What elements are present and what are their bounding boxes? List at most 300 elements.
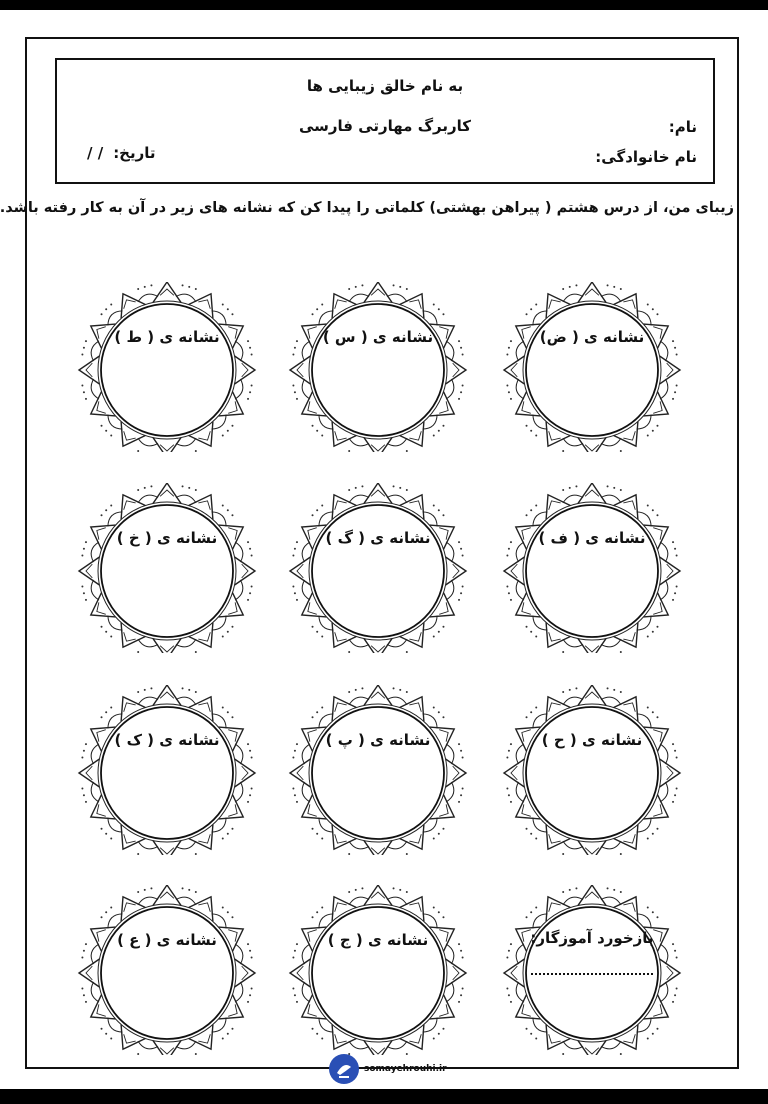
sun-dot bbox=[442, 514, 444, 516]
sun-ray-inner bbox=[124, 834, 136, 843]
sun-ray bbox=[153, 885, 181, 905]
sun-dot bbox=[81, 385, 83, 387]
sun-dot bbox=[144, 286, 146, 288]
sun-dot bbox=[508, 592, 510, 594]
sun-dot bbox=[460, 950, 462, 952]
sun-ray bbox=[578, 282, 606, 302]
sun-dot bbox=[231, 828, 233, 830]
sun-ray bbox=[235, 356, 255, 384]
sun-dot bbox=[530, 911, 532, 913]
sun-ray-inner bbox=[124, 1034, 136, 1043]
sun-dot bbox=[462, 788, 464, 790]
sun-dot bbox=[508, 391, 510, 393]
sun-dot bbox=[433, 434, 435, 436]
sun-dot bbox=[506, 554, 508, 556]
sun-dot bbox=[361, 887, 363, 889]
sun-ray-inner bbox=[549, 834, 561, 843]
sun-dot bbox=[535, 505, 537, 507]
feedback-dotted-line bbox=[531, 973, 653, 975]
sun-dot bbox=[442, 916, 444, 918]
sun-dot bbox=[227, 631, 229, 633]
sun-ray bbox=[153, 841, 181, 855]
footer-website: somayehrouhi.ir bbox=[364, 1064, 447, 1074]
sun-dot bbox=[227, 509, 229, 511]
sun-dot bbox=[195, 1053, 197, 1055]
sun-dot bbox=[105, 308, 107, 310]
family-name-label: نام خانوادگی: bbox=[595, 148, 697, 166]
sun-ray bbox=[660, 959, 680, 987]
sun-dot bbox=[321, 635, 323, 637]
sun-dot bbox=[222, 837, 224, 839]
sun-dot bbox=[676, 988, 678, 990]
sun-dot bbox=[348, 288, 350, 290]
sun-dot bbox=[656, 716, 658, 718]
sun-dot bbox=[510, 801, 512, 803]
sun-dot bbox=[613, 487, 615, 489]
sun-dot bbox=[458, 1001, 460, 1003]
sun-writing-circle bbox=[526, 304, 658, 436]
sun-dot bbox=[613, 889, 615, 891]
sun-dot bbox=[535, 434, 537, 436]
sun-dot bbox=[406, 1053, 408, 1055]
sun-dot bbox=[607, 284, 609, 286]
sun-dot bbox=[292, 586, 294, 588]
sun-dot bbox=[105, 711, 107, 713]
sun-ray-inner bbox=[409, 903, 421, 912]
sun-frame-teacher-feedback bbox=[497, 885, 687, 1055]
sun-dot bbox=[672, 599, 674, 601]
sun-dot bbox=[316, 430, 318, 432]
sun-dot bbox=[294, 347, 296, 349]
sun-dot bbox=[249, 794, 251, 796]
sun-dot bbox=[294, 750, 296, 752]
sun-ray-inner bbox=[198, 632, 210, 641]
sun-dot bbox=[647, 505, 649, 507]
sun-dot bbox=[247, 340, 249, 342]
sun-dot bbox=[195, 691, 197, 693]
sun-dot bbox=[222, 434, 224, 436]
sun-dot bbox=[460, 794, 462, 796]
sun-dot bbox=[150, 284, 152, 286]
sun-dot bbox=[569, 689, 571, 691]
sun-ray-inner bbox=[335, 703, 347, 712]
sun-dot bbox=[526, 313, 528, 315]
sun-dot bbox=[195, 450, 197, 452]
sun-dot bbox=[321, 837, 323, 839]
sun-frame-drawing bbox=[497, 885, 687, 1055]
sun-dot bbox=[510, 1001, 512, 1003]
sun-ray bbox=[290, 356, 310, 384]
sun-dot bbox=[406, 891, 408, 893]
sun-dot bbox=[188, 889, 190, 891]
sun-dot bbox=[296, 398, 298, 400]
sun-dot bbox=[458, 340, 460, 342]
sun-dot bbox=[251, 788, 253, 790]
sun-ray bbox=[504, 959, 524, 987]
sun-dot bbox=[292, 554, 294, 556]
sun-dot bbox=[508, 950, 510, 952]
sun-frame-drawing bbox=[283, 685, 473, 855]
sun-ray-inner bbox=[228, 401, 237, 413]
sun-dot bbox=[249, 750, 251, 752]
sun-ray-inner bbox=[522, 804, 531, 816]
sun-dot bbox=[150, 887, 152, 889]
sun-ray-inner bbox=[439, 804, 448, 816]
sun-ray bbox=[504, 356, 524, 384]
sun-ray-inner bbox=[335, 834, 347, 843]
sun-dot bbox=[676, 353, 678, 355]
sun-dot bbox=[81, 756, 83, 758]
sun-dot bbox=[249, 548, 251, 550]
sun-dot bbox=[575, 485, 577, 487]
sun-dot bbox=[85, 340, 87, 342]
sun-ray-inner bbox=[522, 1004, 531, 1016]
sun-dot bbox=[652, 308, 654, 310]
sun-dot bbox=[85, 1001, 87, 1003]
sun-dot bbox=[458, 801, 460, 803]
sun-frame-sin bbox=[283, 282, 473, 452]
sun-dot bbox=[442, 313, 444, 315]
sun-dot bbox=[222, 907, 224, 909]
date-label: تاریخ: bbox=[113, 144, 156, 162]
sun-dot bbox=[433, 907, 435, 909]
sun-dot bbox=[526, 1028, 528, 1030]
sun-dot bbox=[144, 487, 146, 489]
sun-dot bbox=[652, 1033, 654, 1035]
sun-dot bbox=[647, 304, 649, 306]
sun-dot bbox=[458, 398, 460, 400]
sun-dot bbox=[613, 286, 615, 288]
sun-dot bbox=[652, 711, 654, 713]
sun-dot bbox=[535, 707, 537, 709]
sun-dot bbox=[393, 887, 395, 889]
sun-dot bbox=[607, 485, 609, 487]
sun-ray-inner bbox=[228, 804, 237, 816]
sun-ray-inner bbox=[522, 602, 531, 614]
sun-ray-inner bbox=[308, 1004, 317, 1016]
sun-dot bbox=[222, 1037, 224, 1039]
sun-dot bbox=[321, 434, 323, 436]
sun-dot bbox=[672, 1001, 674, 1003]
sun-ray-inner bbox=[623, 300, 635, 309]
sun-dot bbox=[137, 691, 139, 693]
sun-frame-dad bbox=[497, 282, 687, 452]
sun-dot bbox=[251, 956, 253, 958]
sun-dot bbox=[535, 837, 537, 839]
sun-ray-inner bbox=[97, 401, 106, 413]
sun-dot bbox=[83, 994, 85, 996]
sun-label: نشانه ی ( ط ) bbox=[114, 328, 220, 346]
sun-dot bbox=[231, 514, 233, 516]
sun-ray-inner bbox=[623, 703, 635, 712]
date-slashes: / / bbox=[87, 144, 104, 162]
sun-ray bbox=[153, 639, 181, 653]
sun-dot bbox=[575, 284, 577, 286]
sun-dot bbox=[251, 756, 253, 758]
sun-ray-inner bbox=[623, 834, 635, 843]
sun-dot bbox=[312, 514, 314, 516]
header-box bbox=[55, 58, 715, 184]
sun-ray bbox=[578, 841, 606, 855]
sun-dot bbox=[231, 916, 233, 918]
sun-dot bbox=[294, 548, 296, 550]
sun-ray-inner bbox=[198, 501, 210, 510]
sun-writing-circle bbox=[312, 304, 444, 436]
sun-frame-drawing bbox=[283, 483, 473, 653]
sun-dot bbox=[101, 626, 103, 628]
sun-dot bbox=[433, 707, 435, 709]
sun-frame-drawing bbox=[283, 282, 473, 452]
sun-ray-inner bbox=[308, 602, 317, 614]
sun-dot bbox=[316, 833, 318, 835]
worksheet-subtitle: کاربرگ مهارتی فارسی bbox=[298, 117, 472, 135]
sun-dot bbox=[247, 743, 249, 745]
sun-ray bbox=[153, 685, 181, 705]
sun-dot bbox=[506, 586, 508, 588]
sun-frame-drawing bbox=[72, 282, 262, 452]
sun-dot bbox=[438, 833, 440, 835]
sun-dot bbox=[433, 837, 435, 839]
sun-dot bbox=[182, 887, 184, 889]
sun-dot bbox=[647, 907, 649, 909]
sun-dot bbox=[510, 340, 512, 342]
sun-dot bbox=[296, 599, 298, 601]
sun-dot bbox=[83, 950, 85, 952]
sun-dot bbox=[399, 487, 401, 489]
sun-dot bbox=[530, 430, 532, 432]
sun-label: نشانه ی ( ض) bbox=[539, 328, 645, 346]
sun-ray-inner bbox=[409, 632, 421, 641]
sun-dot bbox=[652, 911, 654, 913]
sun-dot bbox=[296, 1001, 298, 1003]
sun-frame-drawing bbox=[72, 483, 262, 653]
sun-dot bbox=[672, 398, 674, 400]
sun-dot bbox=[316, 631, 318, 633]
sun-dot bbox=[361, 687, 363, 689]
sun-dot bbox=[672, 541, 674, 543]
sun-ray-inner bbox=[549, 703, 561, 712]
sun-ray-inner bbox=[124, 501, 136, 510]
sun-ray-inner bbox=[549, 903, 561, 912]
sun-dot bbox=[438, 509, 440, 511]
sun-dot bbox=[251, 385, 253, 387]
sun-ray-inner bbox=[335, 903, 347, 912]
sun-ray bbox=[578, 438, 606, 452]
sun-writing-circle bbox=[526, 505, 658, 637]
sun-ray bbox=[290, 759, 310, 787]
sun-dot bbox=[227, 911, 229, 913]
sun-dot bbox=[510, 743, 512, 745]
sun-dot bbox=[506, 385, 508, 387]
sun-ray-inner bbox=[549, 632, 561, 641]
sun-ray bbox=[235, 959, 255, 987]
sun-dot bbox=[85, 943, 87, 945]
sun-dot bbox=[393, 687, 395, 689]
sun-dot bbox=[348, 691, 350, 693]
sun-dot bbox=[575, 887, 577, 889]
sun-dot bbox=[672, 340, 674, 342]
sun-dot bbox=[137, 651, 139, 653]
sun-ray-inner bbox=[335, 431, 347, 440]
sun-ray-inner bbox=[335, 1034, 347, 1043]
sun-dot bbox=[462, 988, 464, 990]
sun-dot bbox=[399, 889, 401, 891]
sun-ray bbox=[578, 483, 606, 503]
sun-dot bbox=[433, 505, 435, 507]
sun-dot bbox=[137, 489, 139, 491]
sun-ray bbox=[504, 557, 524, 585]
sun-dot bbox=[438, 1033, 440, 1035]
sun-dot bbox=[105, 1033, 107, 1035]
sun-dot bbox=[247, 1001, 249, 1003]
teacher-feedback-label: بازخورد آموزگار: bbox=[530, 929, 654, 947]
sun-label: نشانه ی ( ف ) bbox=[538, 529, 646, 547]
sun-dot bbox=[406, 691, 408, 693]
sun-dot bbox=[442, 425, 444, 427]
sun-dot bbox=[506, 353, 508, 355]
sun-dot bbox=[101, 916, 103, 918]
sun-dot bbox=[510, 398, 512, 400]
sun-dot bbox=[674, 994, 676, 996]
sun-frame-drawing bbox=[72, 685, 262, 855]
sun-dot bbox=[656, 916, 658, 918]
sun-dot bbox=[222, 304, 224, 306]
sun-dot bbox=[81, 956, 83, 958]
sun-dot bbox=[231, 425, 233, 427]
sun-dot bbox=[222, 707, 224, 709]
sun-dot bbox=[506, 988, 508, 990]
sun-ray bbox=[364, 1041, 392, 1055]
sun-dot bbox=[676, 956, 678, 958]
sun-dot bbox=[101, 828, 103, 830]
bottom-black-bar bbox=[0, 1089, 768, 1104]
sun-dot bbox=[316, 911, 318, 913]
sun-ray-inner bbox=[198, 903, 210, 912]
sun-dot bbox=[433, 304, 435, 306]
sun-ray bbox=[79, 557, 99, 585]
sun-ray-inner bbox=[409, 300, 421, 309]
sun-ray-inner bbox=[97, 804, 106, 816]
sun-ray-inner bbox=[439, 1004, 448, 1016]
sun-dot bbox=[83, 548, 85, 550]
sun-ray bbox=[660, 356, 680, 384]
sun-ray-inner bbox=[335, 501, 347, 510]
sun-dot bbox=[562, 450, 564, 452]
sun-dot bbox=[575, 687, 577, 689]
sun-dot bbox=[227, 430, 229, 432]
sun-dot bbox=[442, 716, 444, 718]
sun-dot bbox=[462, 353, 464, 355]
sun-dot bbox=[530, 308, 532, 310]
sun-dot bbox=[676, 554, 678, 556]
sun-dot bbox=[535, 635, 537, 637]
sun-dot bbox=[526, 626, 528, 628]
sun-dot bbox=[110, 505, 112, 507]
instruction-text: زیبای من، از درس هشتم ( پیراهن بهشتی) کلماتی را پیدا کن که نشانه های زیر در آن به کار رفته باشد. bbox=[0, 200, 734, 216]
sun-dot bbox=[195, 288, 197, 290]
sun-ray-inner bbox=[198, 703, 210, 712]
sun-dot bbox=[510, 943, 512, 945]
sun-ray-inner bbox=[409, 501, 421, 510]
sun-ray-inner bbox=[439, 401, 448, 413]
sun-dot bbox=[674, 950, 676, 952]
sun-dot bbox=[506, 756, 508, 758]
sun-writing-circle bbox=[526, 707, 658, 839]
sun-dot bbox=[110, 635, 112, 637]
sun-dot bbox=[562, 651, 564, 653]
sun-ray-inner bbox=[439, 602, 448, 614]
sun-dot bbox=[433, 635, 435, 637]
sun-dot bbox=[530, 833, 532, 835]
sun-dot bbox=[530, 711, 532, 713]
sun-dot bbox=[438, 430, 440, 432]
sun-dot bbox=[312, 916, 314, 918]
sun-dot bbox=[231, 1028, 233, 1030]
sun-dot bbox=[85, 599, 87, 601]
sun-ray-inner bbox=[623, 501, 635, 510]
sun-dot bbox=[562, 853, 564, 855]
sun-ray-inner bbox=[409, 1034, 421, 1043]
sun-ray bbox=[290, 959, 310, 987]
sun-dot bbox=[348, 651, 350, 653]
sun-dot bbox=[292, 988, 294, 990]
sun-dot bbox=[247, 398, 249, 400]
sun-dot bbox=[321, 707, 323, 709]
sun-dot bbox=[110, 907, 112, 909]
sun-dot bbox=[312, 425, 314, 427]
sun-dot bbox=[672, 943, 674, 945]
sun-dot bbox=[647, 635, 649, 637]
sun-dot bbox=[361, 485, 363, 487]
sun-ray bbox=[364, 841, 392, 855]
sun-dot bbox=[458, 743, 460, 745]
sun-label: نشانه ی ( گ ) bbox=[325, 529, 431, 547]
sun-dot bbox=[406, 651, 408, 653]
sun-ray-inner bbox=[308, 804, 317, 816]
sun-ray-inner bbox=[124, 632, 136, 641]
sun-dot bbox=[562, 489, 564, 491]
sun-dot bbox=[462, 586, 464, 588]
sun-dot bbox=[656, 313, 658, 315]
sun-ray-inner bbox=[228, 602, 237, 614]
sun-writing-circle bbox=[101, 505, 233, 637]
sun-dot bbox=[81, 988, 83, 990]
sun-dot bbox=[530, 1033, 532, 1035]
sun-dot bbox=[652, 631, 654, 633]
sun-dot bbox=[188, 487, 190, 489]
sun-dot bbox=[442, 626, 444, 628]
sun-frame-jim bbox=[283, 885, 473, 1055]
sun-dot bbox=[656, 828, 658, 830]
sun-ray bbox=[290, 557, 310, 585]
sun-dot bbox=[562, 288, 564, 290]
sun-label: نشانه ی ( س ) bbox=[322, 328, 434, 346]
sun-dot bbox=[348, 450, 350, 452]
sun-dot bbox=[137, 891, 139, 893]
sun-dot bbox=[144, 889, 146, 891]
sun-dot bbox=[607, 887, 609, 889]
sun-dot bbox=[458, 541, 460, 543]
sun-dot bbox=[101, 425, 103, 427]
sun-dot bbox=[506, 956, 508, 958]
sun-dot bbox=[294, 794, 296, 796]
sun-ray-inner bbox=[623, 1034, 635, 1043]
sun-ray-inner bbox=[653, 602, 662, 614]
sun-dot bbox=[195, 489, 197, 491]
sun-dot bbox=[506, 788, 508, 790]
sun-dot bbox=[312, 626, 314, 628]
sun-dot bbox=[526, 916, 528, 918]
